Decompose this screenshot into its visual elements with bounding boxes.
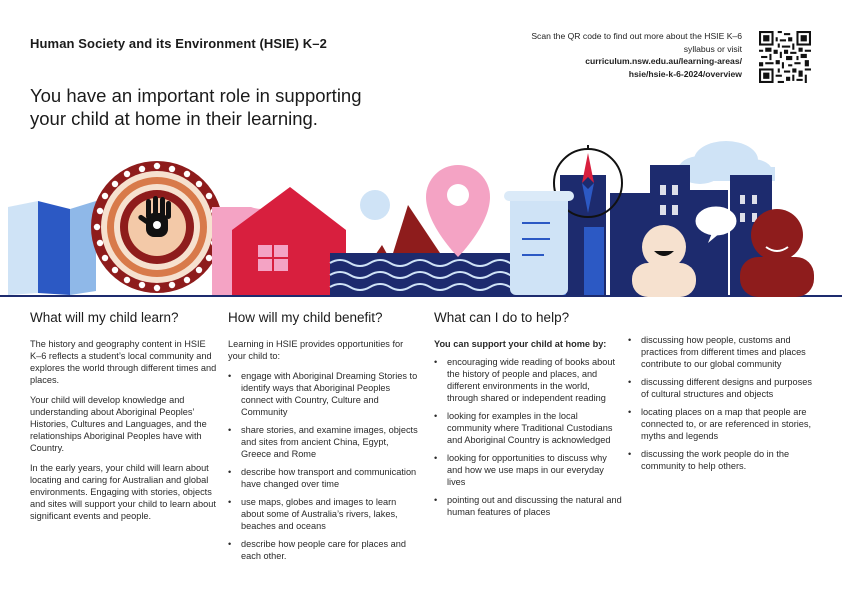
- section-what-can-i-do-to-help: [434, 310, 622, 524]
- list-item: • locating places on a map that people are connected to, or are referenced in stories, myths and legends: [628, 406, 818, 442]
- qr-note-text: Scan the QR code to find out more about the HSIE K–6 syllabus or visit: [531, 31, 742, 54]
- list-item: • discussing different designs and purposes of cultural structures and objects: [628, 376, 818, 400]
- section-intro: You can support your child at home by:: [434, 339, 607, 349]
- list-item: • use maps, globes and images to learn about some of Australia’s rivers, lakes, beaches and oceans: [228, 496, 418, 532]
- section-intro: Learning in HSIE provides opportunities for your child to:: [228, 339, 404, 361]
- house-icon: [212, 181, 346, 295]
- aboriginal-hand-circle-icon: [91, 161, 223, 293]
- document-title: Human Society and its Environment (HSIE) K–2: [30, 36, 327, 51]
- list-item: • engage with Aboriginal Dreaming Stories to identify ways that Aboriginal Peoples connect with Country, Culture and Community: [228, 370, 418, 418]
- list-item: • looking for opportunities to discuss why and how we use maps in our everyday lives: [434, 452, 622, 488]
- help-list: [434, 356, 622, 518]
- section-heading: How will my child benefit?: [228, 310, 383, 325]
- paragraph: The history and geography content in HSIE K–6 reflects a student’s local community and explores the world through different times and places.: [30, 339, 217, 385]
- list-item: • looking for examples in the local community where Traditional Custodians and Aboriginal Country is acknowledged: [434, 410, 622, 446]
- paragraph: In the early years, your child will learn about locating and caring for Australian and global environments. Engaging with stories, objects and sites will support your child to learn about significant events and people.: [30, 463, 216, 521]
- section-what-can-i-do-to-help-continued: [628, 334, 818, 478]
- list-item: • describe how transport and communication have changed over time: [228, 466, 418, 490]
- sun-icon: [360, 190, 390, 220]
- hsie-illustration-banner: [0, 135, 842, 297]
- list-item: • discussing the work people do in the community to help others.: [628, 448, 818, 472]
- page-headline: You have an important role in supporting your child at home in their learning.: [30, 85, 362, 129]
- section-heading: What will my child learn?: [30, 310, 179, 325]
- paragraph: Your child will develop knowledge and understanding about Aboriginal Peoples’ Histories, Cultures and Languages, and the relationships Aboriginal Peoples have with Country.: [30, 395, 207, 453]
- map-icon: [8, 201, 96, 295]
- benefit-list: [228, 370, 418, 562]
- list-item: • describe how people care for places and each other.: [228, 538, 418, 562]
- qr-url-line1[interactable]: curriculum.nsw.edu.au/learning-areas/: [585, 56, 742, 66]
- location-pin-icon: [426, 165, 490, 257]
- list-item: • share stories, and examine images, objects and sites from ancient China, Egypt, Greece and Rome: [228, 424, 418, 460]
- section-heading: What can I do to help?: [434, 310, 570, 325]
- list-item: • encouraging wide reading of books about the history of people and places, and different environments in the world, through shared or independent reading: [434, 356, 622, 404]
- qr-code-icon[interactable]: [759, 31, 811, 83]
- list-item: • discussing how people, customs and practices from different times and places contribute to our global community: [628, 334, 818, 370]
- qr-note: [512, 30, 742, 80]
- scroll-icon: [504, 191, 574, 295]
- list-item: • pointing out and discussing the natural and human features of places: [434, 494, 622, 518]
- qr-url-line2[interactable]: hsie/hsie-k-6-2024/overview: [628, 68, 742, 79]
- section-how-will-my-child-benefit: [228, 310, 418, 568]
- water-icon: [330, 253, 530, 295]
- help-list-continued: [628, 334, 818, 472]
- section-what-will-my-child-learn: [30, 310, 218, 530]
